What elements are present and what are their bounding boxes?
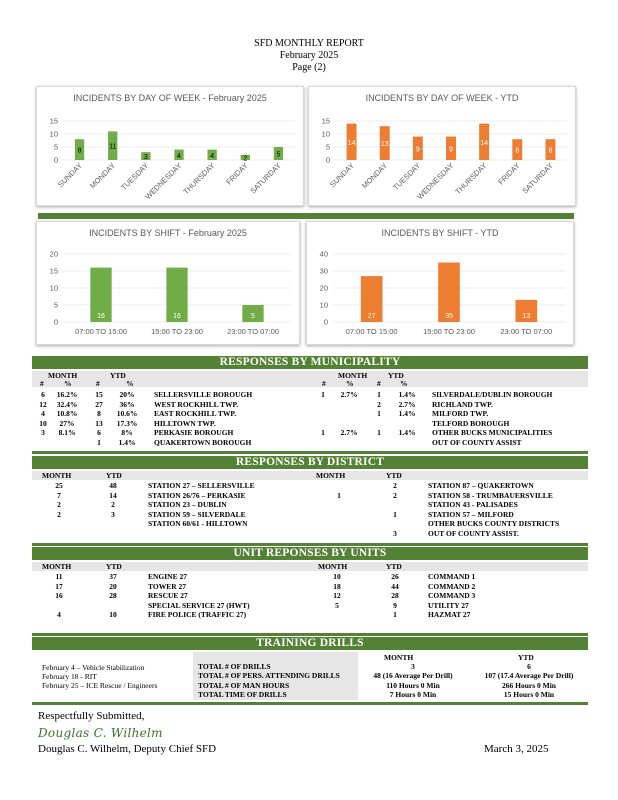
district-ytd: 2 — [393, 490, 397, 500]
col-subheader: % — [346, 379, 354, 388]
district-name: STATION 27 – SELLERSVILLE — [148, 481, 255, 490]
training-month-value: 7 Hours 0 Min — [389, 690, 437, 700]
unit-ytd: 10 — [109, 610, 117, 620]
col-month-header: MONTH — [42, 471, 72, 480]
chart-title: INCIDENTS BY DAY OF WEEK - YTD — [365, 93, 519, 103]
training-month-value: 3 — [411, 662, 415, 671]
drill-entry: February 4 – Vehicle Stabilization — [42, 663, 145, 672]
category-label: 15:00 TO 23:00 — [423, 327, 475, 336]
y-tick-label: 20 — [49, 249, 58, 259]
district-name: OUT OF COUNTY ASSIST. — [428, 529, 519, 538]
district-ytd: 2 — [111, 500, 115, 510]
muni-ytd-pct: 20% — [119, 390, 135, 399]
muni-month-count: 3 — [41, 428, 45, 437]
col-subheader: % — [400, 379, 408, 388]
training-title: TRAINING DRILLS — [32, 637, 588, 650]
col-month-header: MONTH — [42, 562, 72, 571]
data-label: 4 — [177, 152, 181, 160]
district-ytd: 3 — [393, 529, 397, 538]
unit-name: COMMAND 3 — [428, 591, 476, 601]
data-label: 13 — [380, 141, 389, 149]
muni-month-count: 12 — [39, 399, 47, 409]
category-label: SATURDAY — [248, 161, 283, 196]
col-ytd-header: YTD — [386, 471, 402, 480]
col-ytd-header: YTD — [106, 471, 122, 480]
training-row-label: TOTAL # OF DRILLS — [198, 662, 271, 671]
category-label: MONDAY — [359, 161, 390, 191]
training-ytd-value: 266 Hours 0 Min — [502, 680, 556, 690]
category-label: TUESDAY — [119, 161, 151, 193]
category-label: 15:00 TO 23:00 — [151, 327, 203, 336]
training-month-value: 48 (16 Average Per Drill) — [373, 671, 453, 681]
category-label: 07:00 TO 15:00 — [345, 327, 398, 336]
y-tick-label: 10 — [49, 283, 58, 293]
y-tick-label: 0 — [53, 155, 58, 165]
muni-month-pct: 8.1% — [58, 428, 76, 437]
chart-day-month-svg — [37, 87, 303, 205]
muni-ytd-count: 1 — [377, 428, 381, 437]
y-tick-label: 5 — [325, 142, 330, 152]
muni-month-pct: 2.7% — [340, 428, 358, 437]
unit-name: TOWER 27 — [148, 581, 186, 591]
training-ytd-value: 6 — [527, 662, 531, 671]
col-ytd-header: YTD — [106, 562, 122, 571]
y-tick-label: 10 — [49, 129, 58, 139]
unit-month: 16 — [55, 591, 63, 601]
category-label: THURSDAY — [181, 161, 217, 197]
unit-name: SPECIAL SERVICE 27 (HWT) — [148, 600, 250, 610]
category-label: THURSDAY — [453, 161, 489, 197]
district-title: RESPONSES BY DISTRICT — [32, 456, 588, 469]
unit-name: RESCUE 27 — [148, 591, 188, 601]
data-label: 8 — [77, 147, 82, 155]
muni-name: PERKASIE BOROUGH — [154, 428, 234, 437]
unit-name: COMMAND 2 — [428, 581, 476, 591]
muni-name: WEST ROCKHILL TWP. — [154, 399, 239, 409]
unit-month: 10 — [333, 572, 341, 581]
data-label: 11 — [109, 143, 117, 151]
unit-month: 18 — [333, 581, 341, 591]
district-name: STATION 58 - TRUMBAUERSVILLE — [428, 490, 553, 500]
muni-ytd-count: 15 — [95, 390, 103, 399]
data-label: 16 — [173, 313, 181, 320]
unit-ytd: 28 — [391, 591, 399, 601]
chart-divider — [38, 213, 574, 219]
col-month-header: MONTH — [318, 562, 348, 571]
training-row-label: TOTAL # OF MAN HOURS — [198, 680, 290, 690]
data-label: 9 — [415, 146, 420, 154]
col-month-header: MONTH — [48, 371, 78, 380]
col-month-header: MONTH — [316, 471, 346, 480]
report-date: March 3, 2025 — [484, 743, 549, 755]
muni-ytd-count: 1 — [377, 390, 381, 399]
muni-ytd-pct: 36% — [119, 399, 135, 409]
data-label: 8 — [548, 147, 553, 155]
data-label: 8 — [515, 147, 520, 155]
data-label: 27 — [367, 313, 376, 320]
data-label: 4 — [210, 152, 215, 160]
unit-ytd: 28 — [109, 591, 117, 601]
data-label: 14 — [347, 139, 356, 147]
unit-name: ENGINE 27 — [148, 572, 187, 581]
category-label: WEDNESDAY — [415, 161, 456, 202]
muni-month-pct: 10.8% — [56, 409, 78, 418]
data-label: 5 — [276, 151, 281, 159]
col-month-header: MONTH — [384, 653, 414, 662]
y-tick-label: 0 — [323, 317, 328, 327]
training-row-label: TOTAL # OF PERS. ATTENDING DRILLS — [198, 671, 340, 681]
muni-name: OTHER BUCKS MUNICIPALITIES — [432, 428, 553, 437]
col-subheader: % — [64, 379, 72, 388]
chart-shift-month — [36, 221, 300, 345]
y-tick-label: 15 — [49, 266, 58, 276]
unit-name: HAZMAT 27 — [428, 610, 471, 620]
district-name: STATION 23 – DUBLIN — [148, 500, 227, 510]
muni-ytd-count: 27 — [95, 399, 103, 409]
chart-shift-ytd-svg — [307, 222, 573, 344]
category-label: WEDNESDAY — [143, 161, 184, 202]
units-title: UNIT REPONSES BY UNITS — [32, 547, 588, 560]
col-subheader: # — [96, 379, 100, 388]
unit-month: 17 — [55, 581, 63, 591]
category-label: FRIDAY — [496, 161, 522, 187]
unit-name: COMMAND 1 — [428, 572, 476, 581]
y-tick-label: 0 — [325, 155, 330, 165]
data-label: 13 — [522, 313, 531, 320]
district-month: 2 — [57, 509, 61, 519]
muni-ytd-pct: 2.7% — [398, 399, 416, 409]
unit-month: 12 — [333, 591, 341, 601]
col-subheader: % — [126, 379, 134, 388]
col-ytd-header: YTD — [388, 371, 404, 380]
unit-month: 11 — [55, 572, 63, 581]
muni-month-pct: 32.4% — [56, 399, 78, 409]
muni-ytd-pct: 1.4% — [398, 428, 416, 437]
training-ytd-value: 107 (17.4 Average Per Drill) — [484, 671, 574, 681]
category-label: SUNDAY — [55, 161, 84, 190]
training-row-label: TOTAL TIME OF DRILLS — [198, 690, 287, 700]
y-tick-label: 30 — [319, 266, 328, 276]
signature: Douglas C. Wilhelm — [38, 726, 163, 740]
y-tick-label: 40 — [319, 249, 328, 259]
unit-ytd: 37 — [109, 572, 117, 581]
unit-ytd: 44 — [391, 581, 399, 591]
col-ytd-header: YTD — [518, 653, 534, 662]
data-label: 16 — [97, 313, 105, 320]
muni-month-count: 4 — [41, 409, 45, 418]
muni-name: TELFORD BOROUGH — [432, 418, 510, 428]
muni-ytd-count: 1 — [97, 437, 101, 447]
author-name: Douglas C. Wilhelm, Deputy Chief SFD — [38, 743, 217, 755]
district-ytd: 2 — [393, 481, 397, 490]
district-ytd: 14 — [109, 490, 117, 500]
chart-shift-ytd — [306, 221, 574, 345]
col-subheader: # — [377, 379, 381, 388]
muni-month-count: 6 — [41, 390, 45, 399]
unit-ytd: 20 — [109, 581, 117, 591]
district-name: OTHER BUCKS COUNTY DISTRICTS — [428, 519, 560, 529]
submitted-text: Respectfully Submitted, — [38, 710, 145, 722]
muni-ytd-count: 13 — [95, 418, 103, 428]
district-ytd: 1 — [393, 509, 397, 519]
unit-name: UTILITY 27 — [428, 600, 469, 610]
training-bottom-rule — [32, 702, 588, 705]
district-ytd: 3 — [111, 509, 115, 519]
muni-name: QUAKERTOWN BOROUGH — [154, 437, 252, 447]
category-label: SUNDAY — [327, 161, 356, 190]
category-label: 07:00 TO 15:00 — [75, 327, 127, 336]
category-label: 23:00 TO 07:00 — [227, 327, 279, 336]
unit-ytd: 9 — [393, 600, 397, 610]
muni-ytd-count: 8 — [97, 409, 101, 418]
muni-month-count: 1 — [321, 428, 325, 437]
col-subheader: # — [40, 379, 44, 388]
data-label: 9 — [449, 146, 453, 154]
training-month-value: 110 Hours 0 Min — [386, 680, 440, 690]
y-tick-label: 5 — [53, 142, 58, 152]
district-name: STATION 60/61 - HILLTOWN — [148, 519, 248, 529]
muni-name: RICHLAND TWP. — [432, 399, 493, 409]
chart-title: INCIDENTS BY SHIFT - YTD — [381, 228, 499, 238]
unit-month: 5 — [335, 600, 339, 610]
district-name: STATION 43 - PALISADES — [428, 500, 518, 510]
muni-name: HILLTOWN TWP. — [154, 418, 216, 428]
data-label: 2 — [243, 155, 248, 163]
data-label: 35 — [445, 313, 453, 320]
muni-month-count: 10 — [39, 418, 47, 428]
report-header — [0, 38, 618, 74]
drill-entry: February 25 – ICE Rescue / Engineers — [42, 681, 158, 690]
unit-ytd: 26 — [391, 572, 399, 581]
col-month-header: MONTH — [338, 371, 368, 380]
units-separator — [32, 543, 588, 546]
col-ytd-header: YTD — [386, 562, 402, 571]
category-label: TUESDAY — [391, 161, 423, 193]
muni-name: MILFORD TWP. — [432, 409, 489, 418]
drill-entry: February 18 - RIT — [42, 672, 97, 681]
unit-name: FIRE POLICE (TRAFFIC 27) — [148, 610, 247, 620]
y-tick-label: 15 — [321, 116, 330, 126]
muni-ytd-pct: 8% — [121, 428, 133, 437]
data-label: 14 — [480, 139, 489, 147]
muni-month-pct: 27% — [59, 418, 75, 428]
muni-ytd-count: 2 — [377, 399, 381, 409]
muni-month-count: 1 — [321, 390, 325, 399]
district-separator — [32, 451, 588, 454]
training-ytd-value: 15 Hours 0 Min — [503, 690, 555, 700]
district-month: 2 — [57, 500, 61, 510]
y-tick-label: 10 — [321, 129, 330, 139]
y-tick-label: 15 — [49, 116, 58, 126]
muni-name: SELLERSVILLE BOROUGH — [154, 390, 253, 399]
training-separator — [32, 633, 588, 636]
report-period: February 2025 — [279, 50, 339, 61]
col-ytd-header: YTD — [110, 371, 126, 380]
category-label: FRIDAY — [224, 161, 250, 187]
district-name: STATION 87 – QUAKERTOWN — [428, 481, 534, 490]
muni-ytd-count: 1 — [377, 409, 381, 418]
district-month: 25 — [55, 481, 63, 490]
y-tick-label: 0 — [53, 317, 58, 327]
district-month: 1 — [337, 490, 341, 500]
muni-ytd-pct: 10.6% — [116, 409, 138, 418]
district-name: STATION 57 – MILFORD — [428, 509, 514, 519]
data-label: 3 — [143, 154, 148, 162]
district-month: 7 — [57, 490, 61, 500]
muni-name: OUT OF COUNTY ASSIST — [432, 437, 522, 447]
y-tick-label: 10 — [319, 300, 328, 310]
report-title: SFD MONTHLY REPORT — [254, 38, 364, 49]
muni-name: EAST ROCKHILL TWP. — [154, 409, 237, 418]
muni-ytd-pct: 1.4% — [118, 437, 136, 447]
muni-ytd-pct: 1.4% — [398, 390, 416, 399]
unit-month: 4 — [57, 610, 61, 620]
muni-ytd-pct: 17.3% — [116, 418, 138, 428]
unit-ytd: 1 — [393, 610, 397, 620]
col-subheader: # — [322, 379, 326, 388]
category-label: SATURDAY — [520, 161, 555, 196]
district-name: STATION 59 – SILVERDALE — [148, 509, 246, 519]
muni-ytd-count: 6 — [97, 428, 101, 437]
municipality-title: RESPONSES BY MUNICIPALITY — [32, 356, 588, 369]
data-label: 5 — [251, 313, 255, 320]
district-name: STATION 26/76 – PERKASIE — [148, 490, 246, 500]
muni-ytd-pct: 1.4% — [398, 409, 416, 418]
y-tick-label: 5 — [53, 300, 58, 310]
chart-day-ytd-svg — [309, 87, 575, 205]
page-number: Page (2) — [292, 62, 326, 73]
muni-month-pct: 16.2% — [56, 390, 78, 399]
chart-day-ytd — [308, 86, 576, 206]
muni-month-pct: 2.7% — [340, 390, 358, 399]
chart-shift-month-svg — [37, 222, 299, 344]
chart-title: INCIDENTS BY SHIFT - February 2025 — [89, 228, 247, 238]
category-label: 23:00 TO 07:00 — [500, 327, 553, 336]
muni-name: SILVERDALE/DUBLIN BOROUGH — [432, 390, 553, 399]
chart-day-month — [36, 86, 304, 206]
y-tick-label: 20 — [319, 283, 328, 293]
chart-title: INCIDENTS BY DAY OF WEEK - February 2025 — [73, 93, 267, 103]
category-label: MONDAY — [87, 161, 118, 191]
district-ytd: 48 — [109, 481, 117, 490]
